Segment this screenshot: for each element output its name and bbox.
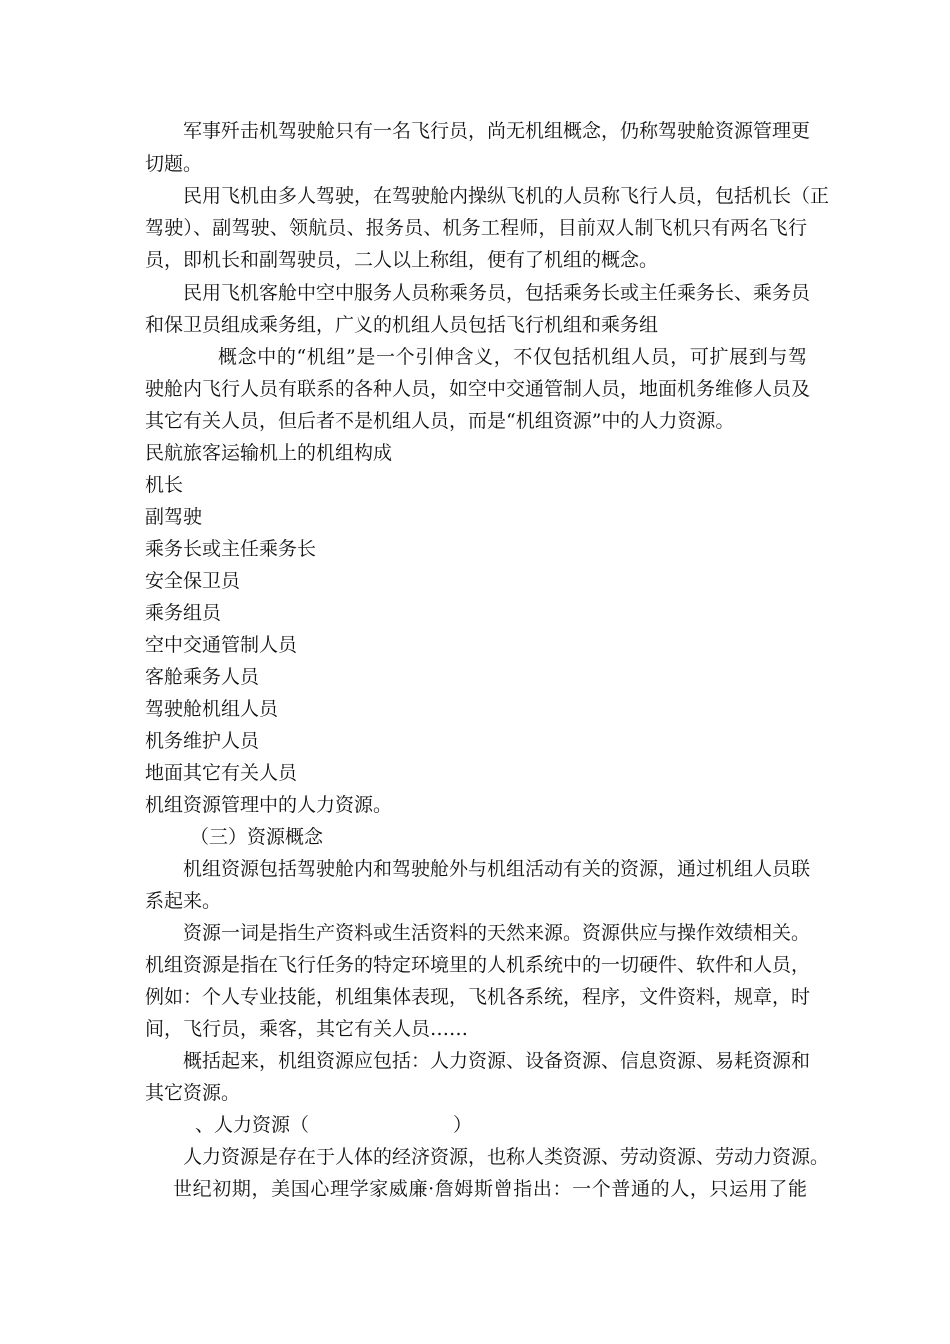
paragraph-3-line-1: 民用飞机客舱中空中服务人员称乘务员，包括乘务长或主任乘务长、乘务员 [183,282,811,304]
paragraph-4-line-1: 概念中的“机组”是一个引伸含义，不仅包括机组人员，可扩展到与驾 [218,346,807,368]
paragraph-7-line-1: 概括起来，机组资源应包括：人力资源、设备资源、信息资源、易耗资源和 [183,1050,811,1072]
list-item: 民航旅客运输机上的机组构成 [145,442,393,464]
paragraph-2-line-3: 员，即机长和副驾驶员，二人以上称组，便有了机组的概念。 [145,249,659,271]
list-item: 副驾驶 [145,506,203,528]
paragraph-6-line-1: 资源一词是指生产资料或生活资料的天然来源。资源供应与操作效绩相关。 [183,922,811,944]
paragraph-2-line-1: 民用飞机由多人驾驶，在驾驶舱内操纵飞机的人员称飞行人员，包括机长（正 [183,185,830,207]
sub-heading-left: 、人力资源（ [195,1114,310,1136]
paragraph-3-line-2: 和保卫员组成乘务组，广义的机组人员包括飞行机组和乘务组 [145,314,659,336]
list-item: 空中交通管制人员 [145,634,298,656]
paragraph-8-line-1: 人力资源是存在于人体的经济资源，也称人类资源、劳动资源、劳动力资源。 [183,1146,830,1168]
sub-heading-right: ） [453,1114,473,1136]
list-item: 乘务组员 [145,602,222,624]
paragraph-4-line-2: 驶舱内飞行人员有联系的各种人员，如空中交通管制人员，地面机务维修人员及 [145,378,811,400]
list-item: 机长 [145,474,184,496]
paragraph-1-line-2: 切题。 [145,153,203,175]
list-item: 驾驶舱机组人员 [145,698,279,720]
paragraph-8-line-2: 世纪初期，美国心理学家威廉·詹姆斯曾指出：一个普通的人，只运用了能 [173,1178,807,1200]
paragraph-6-line-4: 间，飞行员，乘客，其它有关人员…… [145,1018,469,1040]
list-item: 客舱乘务人员 [145,666,260,688]
paragraph-6-line-2: 机组资源是指在飞行任务的特定环境里的人机系统中的一切硬件、软件和人员， [145,954,811,976]
paragraph-6-line-3: 例如：个人专业技能，机组集体表现，飞机各系统，程序，文件资料，规章，时 [145,986,811,1008]
list-item: 乘务长或主任乘务长 [145,538,317,560]
list-item: 机务维护人员 [145,730,260,752]
list-item: 机组资源管理中的人力资源。 [145,794,393,816]
paragraph-1-line-1: 军事歼击机驾驶舱只有一名飞行员，尚无机组概念，仍称驾驶舱资源管理更 [183,120,811,142]
list-item: 地面其它有关人员 [145,762,298,784]
section-heading: （三）资源概念 [190,826,324,848]
paragraph-4-line-3: 其它有关人员，但后者不是机组人员，而是“机组资源”中的人力资源。 [145,410,735,432]
paragraph-5-line-1: 机组资源包括驾驶舱内和驾驶舱外与机组活动有关的资源，通过机组人员联 [183,858,811,880]
list-item: 安全保卫员 [145,570,241,592]
paragraph-5-line-2: 系起来。 [145,890,222,912]
paragraph-2-line-2: 驾驶）、副驾驶、领航员、报务员、机务工程师，目前双人制飞机只有两名飞行 [145,217,807,239]
paragraph-7-line-2: 其它资源。 [145,1082,241,1104]
